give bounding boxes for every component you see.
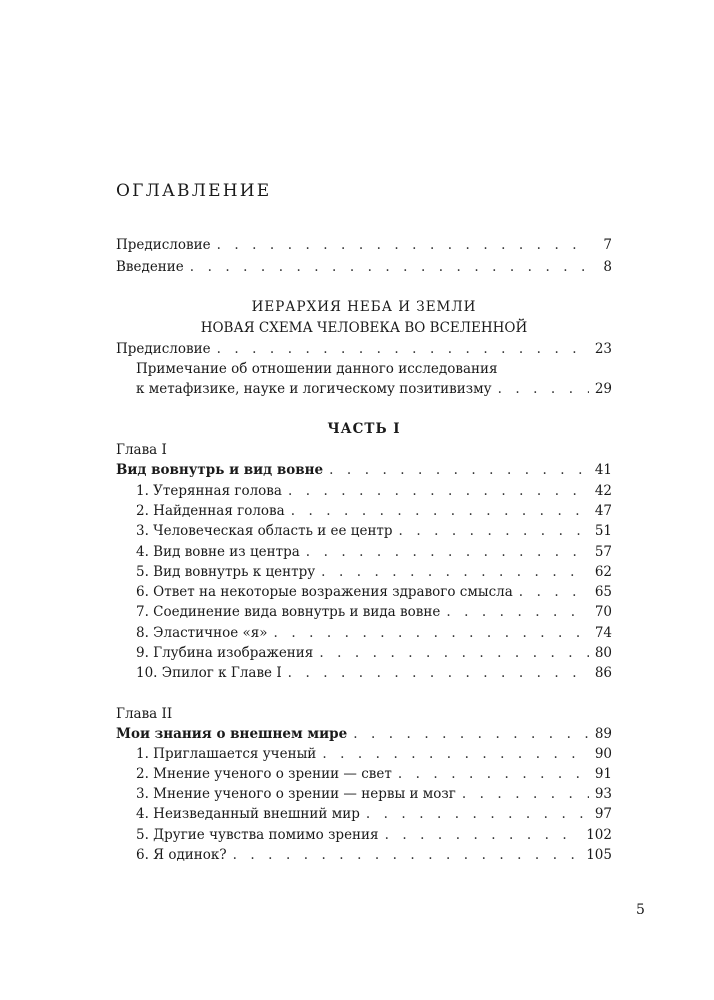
entry-page: 97 bbox=[594, 806, 612, 822]
entry-label: 8. Эластичное «я» bbox=[136, 625, 268, 641]
entry-page: 47 bbox=[594, 503, 612, 519]
entry-page: 89 bbox=[594, 726, 612, 742]
dot-leader bbox=[274, 623, 589, 643]
chapter-title: Вид вовнутрь и вид вовне bbox=[116, 462, 324, 478]
entry-page: 29 bbox=[594, 381, 612, 397]
toc-section-entry[interactable] bbox=[136, 542, 612, 562]
dot-leader bbox=[217, 339, 589, 359]
dot-leader bbox=[233, 845, 581, 865]
entry-page: 23 bbox=[594, 341, 612, 357]
entry-label: к метафизике, науке и логическому позитивизму bbox=[136, 381, 492, 397]
entry-label: 6. Ответ на некоторые возражения здравого смысла bbox=[136, 584, 513, 600]
toc-section-entry[interactable] bbox=[136, 521, 612, 541]
toc-section-entry[interactable] bbox=[136, 784, 612, 804]
entry-label: Предисловие bbox=[116, 237, 211, 253]
entry-page: 8 bbox=[603, 259, 612, 275]
toc-section-entry[interactable] bbox=[136, 623, 612, 643]
entry-page: 86 bbox=[594, 665, 612, 681]
toc-section-entry[interactable] bbox=[136, 764, 612, 784]
dot-leader bbox=[385, 825, 581, 845]
dot-leader bbox=[291, 501, 589, 521]
dot-leader bbox=[462, 784, 589, 804]
dot-leader bbox=[288, 663, 589, 683]
dot-leader bbox=[321, 562, 589, 582]
entry-page: 105 bbox=[586, 847, 612, 863]
toc-section-entry[interactable] bbox=[136, 481, 612, 501]
toc-section-entry[interactable] bbox=[136, 825, 612, 845]
dot-leader bbox=[288, 481, 589, 501]
part-heading: ЧАСТЬ I bbox=[327, 421, 401, 437]
toc-section-entry[interactable] bbox=[136, 643, 612, 663]
entry-page: 42 bbox=[594, 483, 612, 499]
entry-label: 10. Эпилог к Главе I bbox=[136, 665, 282, 681]
entry-label: 3. Мнение ученого о зрении — нервы и мозг bbox=[136, 786, 456, 802]
page-number: 5 bbox=[636, 902, 645, 918]
entry-label: 6. Я одинок? bbox=[136, 847, 227, 863]
toc-entry-front-preface[interactable] bbox=[116, 235, 612, 255]
dot-leader bbox=[498, 379, 589, 399]
dot-leader bbox=[519, 582, 589, 602]
toc-section-entry[interactable] bbox=[136, 804, 612, 824]
toc-entry-introduction[interactable] bbox=[116, 257, 612, 277]
dot-leader bbox=[319, 643, 588, 663]
entry-label: Предисловие bbox=[116, 341, 211, 357]
entry-label: Введение bbox=[116, 259, 184, 275]
book-title: ИЕРАРХИЯ НЕБА И ЗЕМЛИ bbox=[251, 299, 477, 315]
entry-label: 9. Глубина изображения bbox=[136, 645, 314, 661]
entry-page: 90 bbox=[594, 746, 612, 762]
dot-leader bbox=[190, 257, 590, 277]
entry-label: 3. Человеческая область и ее центр bbox=[136, 523, 393, 539]
dot-leader bbox=[217, 235, 590, 255]
entry-page: 57 bbox=[594, 544, 612, 560]
dot-leader bbox=[446, 602, 588, 622]
entry-page: 102 bbox=[586, 827, 612, 843]
entry-label: 1. Утерянная голова bbox=[136, 483, 282, 499]
entry-page: 7 bbox=[603, 237, 612, 253]
entry-page: 74 bbox=[594, 625, 612, 641]
toc-entry-note-line2[interactable] bbox=[136, 379, 612, 399]
entry-page: 91 bbox=[594, 766, 612, 782]
entry-label: 1. Приглашается ученый bbox=[136, 746, 317, 762]
entry-page: 93 bbox=[594, 786, 612, 802]
toc-section-entry[interactable] bbox=[136, 744, 612, 764]
dot-leader bbox=[353, 724, 589, 744]
dot-leader bbox=[399, 521, 589, 541]
toc-section-entry[interactable] bbox=[136, 501, 612, 521]
chapter-label: Глава II bbox=[116, 706, 173, 722]
entry-page: 70 bbox=[594, 604, 612, 620]
toc-section-entry[interactable] bbox=[136, 582, 612, 602]
entry-page: 65 bbox=[594, 584, 612, 600]
toc-entry-book-preface[interactable] bbox=[116, 339, 612, 359]
entry-label: 7. Соединение вида вовнутрь и вида вовне bbox=[136, 604, 441, 620]
toc-section-entry[interactable] bbox=[136, 602, 612, 622]
toc-entry-note-line1[interactable]: Примечание об отношении данного исследования bbox=[136, 361, 498, 377]
entry-page: 80 bbox=[594, 645, 612, 661]
dot-leader bbox=[306, 542, 589, 562]
entry-page: 51 bbox=[594, 523, 612, 539]
dot-leader bbox=[322, 744, 589, 764]
toc-section-entry[interactable] bbox=[136, 845, 612, 865]
entry-label: 2. Мнение ученого о зрении — свет bbox=[136, 766, 392, 782]
book-subtitle: НОВАЯ СХЕМА ЧЕЛОВЕКА ВО ВСЕЛЕННОЙ bbox=[200, 320, 528, 336]
entry-label: 4. Вид вовне из центра bbox=[136, 544, 300, 560]
entry-label: 5. Вид вовнутрь к центру bbox=[136, 564, 316, 580]
dot-leader bbox=[398, 764, 589, 784]
toc-section-entry[interactable] bbox=[136, 562, 612, 582]
toc-section-entry[interactable] bbox=[136, 663, 612, 683]
entry-page: 62 bbox=[594, 564, 612, 580]
dot-leader bbox=[329, 460, 589, 480]
entry-page: 41 bbox=[594, 462, 612, 478]
chapter-label: Глава I bbox=[116, 442, 167, 458]
entry-label: 5. Другие чувства помимо зрения bbox=[136, 827, 379, 843]
entry-label: 4. Неизведанный внешний мир bbox=[136, 806, 360, 822]
dot-leader bbox=[366, 804, 589, 824]
toc-title: ОГЛАВЛЕНИЕ bbox=[116, 181, 272, 201]
chapter-title-entry[interactable] bbox=[116, 724, 612, 744]
chapter-title-entry[interactable] bbox=[116, 460, 612, 480]
entry-label: 2. Найденная голова bbox=[136, 503, 285, 519]
chapter-title: Мои знания о внешнем мире bbox=[116, 726, 348, 742]
